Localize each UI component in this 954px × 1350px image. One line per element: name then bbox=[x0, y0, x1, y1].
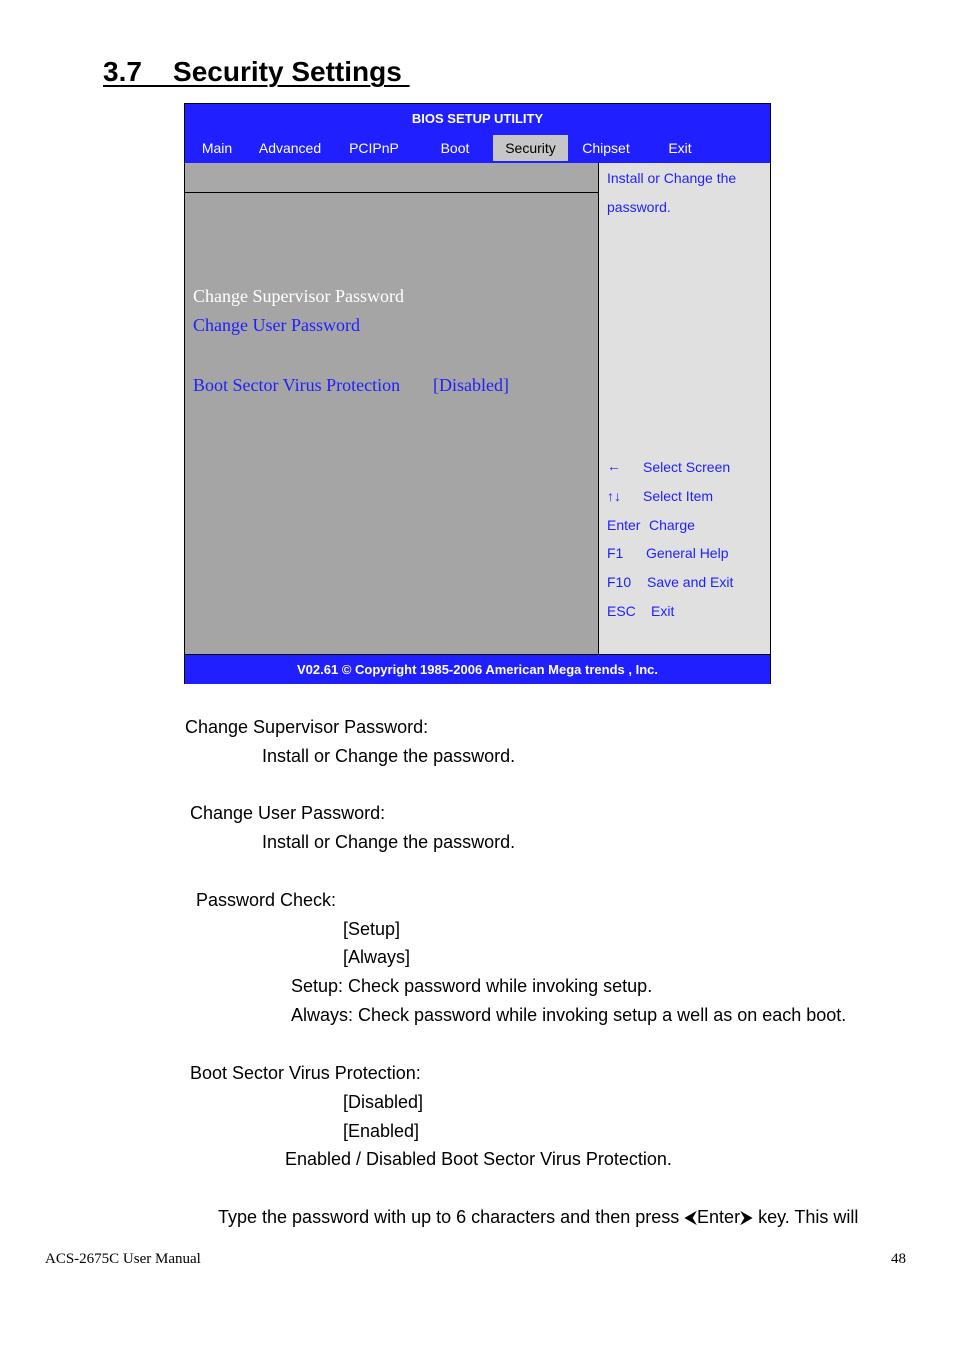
tab-pcipnp[interactable]: PCIPnP bbox=[349, 140, 399, 156]
tab-exit[interactable]: Exit bbox=[668, 140, 692, 156]
user-password-description: Install or Change the password. bbox=[262, 832, 516, 852]
tab-chipset[interactable]: Chipset bbox=[582, 140, 630, 156]
password-check-always-description: Always: Check password while invoking setup a well as on each boot. bbox=[291, 1005, 847, 1025]
boot-sector-option-disabled: [Disabled] bbox=[343, 1092, 424, 1112]
bios-setup-window bbox=[184, 103, 771, 684]
settings-header-strip bbox=[185, 163, 598, 193]
tab-security[interactable]: Security bbox=[493, 135, 568, 161]
key-desc-select-screen: Select Screen bbox=[643, 459, 731, 475]
key-desc-exit: Exit bbox=[651, 603, 675, 619]
supervisor-password-heading: Change Supervisor Password: bbox=[185, 717, 429, 737]
key-f10: F10 bbox=[607, 574, 632, 590]
help-text-line: password. bbox=[607, 199, 671, 215]
tab-advanced[interactable]: Advanced bbox=[258, 140, 322, 156]
boot-sector-virus-protection-label[interactable]: Boot Sector Virus Protection bbox=[193, 375, 401, 395]
key-desc-select-item: Select Item bbox=[643, 488, 714, 504]
settings-panel bbox=[185, 163, 599, 654]
key-esc: ESC bbox=[607, 603, 636, 619]
help-panel bbox=[599, 163, 770, 654]
boot-sector-option-enabled: [Enabled] bbox=[343, 1121, 420, 1141]
password-check-option-always: [Always] bbox=[343, 947, 411, 967]
tab-boot[interactable]: Boot bbox=[440, 140, 470, 156]
boot-sector-heading: Boot Sector Virus Protection: bbox=[190, 1063, 421, 1083]
key-desc-charge: Charge bbox=[649, 517, 695, 533]
supervisor-password-description: Install or Change the password. bbox=[262, 746, 516, 766]
manual-name-footer: ACS-2675C User Manual bbox=[45, 1251, 201, 1267]
bios-title: BIOS SETUP UTILITY bbox=[185, 104, 770, 133]
tab-main[interactable]: Main bbox=[201, 140, 233, 156]
password-check-option-setup: [Setup] bbox=[343, 919, 401, 939]
boot-sector-description: Enabled / Disabled Boot Sector Virus Protection. bbox=[285, 1149, 672, 1169]
up-down-arrow-icon: ↑↓ bbox=[607, 488, 621, 504]
left-arrow-icon: ← bbox=[607, 458, 621, 474]
type-password-paragraph: Type the password with up to 6 characters and then press ⮜Enter⮞ key. This will bbox=[218, 1207, 859, 1227]
key-desc-save-and-exit: Save and Exit bbox=[647, 574, 734, 590]
key-enter: Enter bbox=[607, 517, 641, 533]
boot-sector-virus-protection-value[interactable]: [Disabled] bbox=[433, 375, 509, 395]
password-check-setup-description: Setup: Check password while invoking setup. bbox=[291, 976, 653, 996]
user-password-heading: Change User Password: bbox=[190, 803, 386, 823]
bios-copyright-footer: V02.61 © Copyright 1985-2006 American Mega trends , Inc. bbox=[185, 654, 770, 684]
help-text-line: Install or Change the bbox=[607, 170, 737, 186]
section-title: 3.7 Security Settings bbox=[103, 56, 410, 87]
key-desc-general-help: General Help bbox=[646, 545, 729, 561]
bios-menu-bar bbox=[185, 133, 770, 163]
page-number: 48 bbox=[891, 1251, 906, 1267]
key-f1: F1 bbox=[607, 545, 624, 561]
change-user-password-item[interactable]: Change User Password bbox=[193, 315, 360, 335]
change-supervisor-password-item[interactable]: Change Supervisor Password bbox=[193, 286, 404, 306]
password-check-heading: Password Check: bbox=[196, 890, 337, 910]
